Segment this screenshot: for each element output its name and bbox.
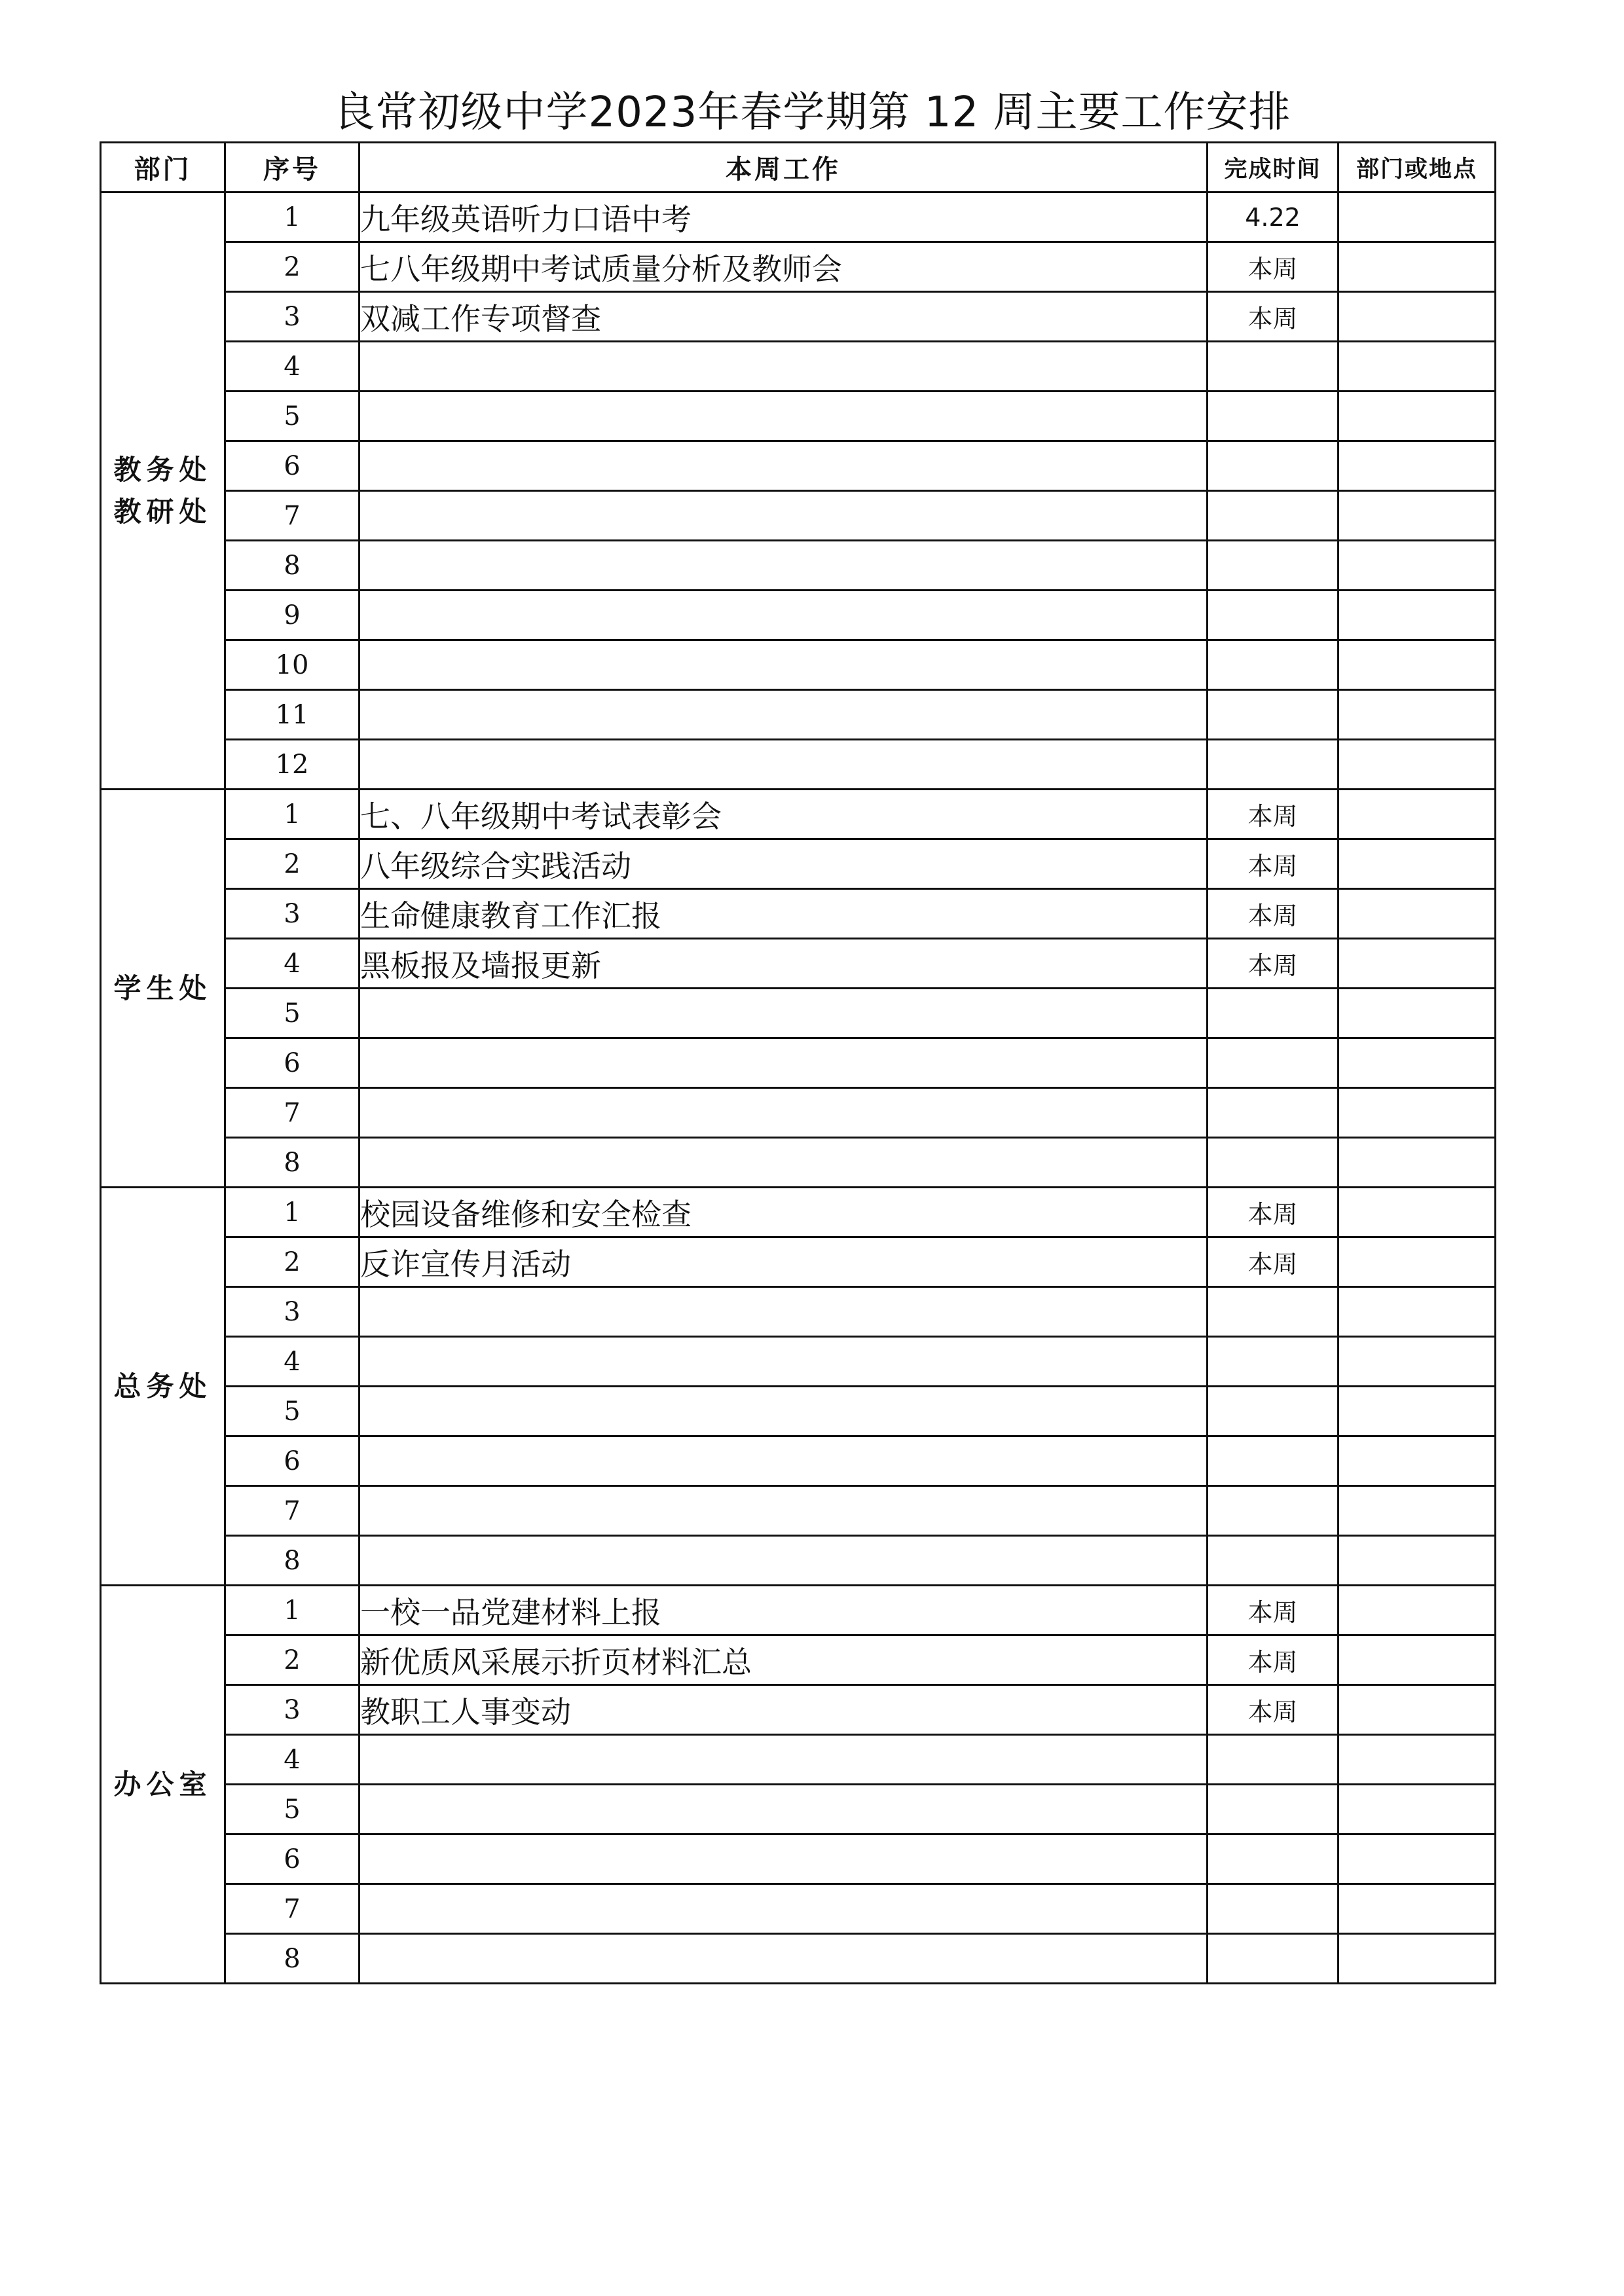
location-cell bbox=[1338, 1884, 1496, 1934]
row-number-cell: 5 bbox=[225, 1387, 360, 1436]
completion-time-cell bbox=[1208, 1735, 1338, 1785]
table-row bbox=[101, 989, 1496, 1038]
completion-time-cell bbox=[1208, 1785, 1338, 1834]
work-item-cell bbox=[360, 392, 1208, 441]
table-row bbox=[101, 491, 1496, 541]
row-number-cell: 9 bbox=[225, 591, 360, 640]
location-cell bbox=[1338, 242, 1496, 292]
completion-time-cell bbox=[1208, 541, 1338, 591]
row-number-cell: 2 bbox=[225, 839, 360, 889]
completion-time-cell bbox=[1208, 989, 1338, 1038]
location-cell bbox=[1338, 889, 1496, 939]
row-number-cell: 1 bbox=[225, 192, 360, 242]
row-number-cell: 5 bbox=[225, 989, 360, 1038]
row-number-cell: 3 bbox=[225, 1287, 360, 1337]
row-number-cell: 8 bbox=[225, 1536, 360, 1586]
completion-time-cell bbox=[1208, 1436, 1338, 1486]
location-cell bbox=[1338, 1138, 1496, 1188]
work-item-cell bbox=[360, 441, 1208, 491]
department-cell: 学生处 bbox=[101, 790, 225, 1188]
location-cell bbox=[1338, 1635, 1496, 1685]
work-item-cell bbox=[360, 1884, 1208, 1934]
completion-time-cell bbox=[1208, 1536, 1338, 1586]
table-row bbox=[101, 889, 1496, 939]
location-cell bbox=[1338, 591, 1496, 640]
location-cell bbox=[1338, 1287, 1496, 1337]
location-cell bbox=[1338, 1038, 1496, 1088]
location-cell bbox=[1338, 690, 1496, 740]
header-place: 部门或地点 bbox=[1338, 143, 1496, 192]
location-cell bbox=[1338, 1088, 1496, 1138]
location-cell bbox=[1338, 1237, 1496, 1287]
work-item-cell: 一校一品党建材料上报 bbox=[360, 1586, 1208, 1635]
work-item-cell bbox=[360, 342, 1208, 392]
completion-time-cell bbox=[1208, 740, 1338, 790]
location-cell bbox=[1338, 1934, 1496, 1984]
location-cell bbox=[1338, 1685, 1496, 1735]
work-item-cell: 新优质风采展示折页材料汇总 bbox=[360, 1635, 1208, 1685]
location-cell bbox=[1338, 1536, 1496, 1586]
location-cell bbox=[1338, 1486, 1496, 1536]
location-cell bbox=[1338, 292, 1496, 342]
table-row bbox=[101, 1536, 1496, 1586]
header-no: 序号 bbox=[225, 143, 360, 192]
department-cell: 总务处 bbox=[101, 1188, 225, 1586]
work-item-cell bbox=[360, 1337, 1208, 1387]
row-number-cell: 8 bbox=[225, 1138, 360, 1188]
work-item-cell bbox=[360, 1436, 1208, 1486]
row-number-cell: 3 bbox=[225, 1685, 360, 1735]
completion-time-cell: 本周 bbox=[1208, 1237, 1338, 1287]
location-cell bbox=[1338, 939, 1496, 989]
row-number-cell: 7 bbox=[225, 1486, 360, 1536]
page-title: 良常初级中学2023年春学期第 12 周主要工作安排 bbox=[333, 88, 1291, 137]
table-row bbox=[101, 690, 1496, 740]
completion-time-cell bbox=[1208, 392, 1338, 441]
row-number-cell: 4 bbox=[225, 1337, 360, 1387]
work-item-cell: 黑板报及墙报更新 bbox=[360, 939, 1208, 989]
completion-time-cell bbox=[1208, 1088, 1338, 1138]
work-item-cell: 双减工作专项督查 bbox=[360, 292, 1208, 342]
table-row bbox=[101, 591, 1496, 640]
row-number-cell: 3 bbox=[225, 292, 360, 342]
row-number-cell: 2 bbox=[225, 242, 360, 292]
department-cell: 教务处 教研处 bbox=[101, 192, 225, 790]
table-row bbox=[101, 1138, 1496, 1188]
department-cell: 办公室 bbox=[101, 1586, 225, 1984]
row-number-cell: 5 bbox=[225, 392, 360, 441]
table-row bbox=[101, 1884, 1496, 1934]
work-item-cell: 校园设备维修和安全检查 bbox=[360, 1188, 1208, 1237]
work-item-cell: 九年级英语听力口语中考 bbox=[360, 192, 1208, 242]
completion-time-cell bbox=[1208, 1038, 1338, 1088]
location-cell bbox=[1338, 392, 1496, 441]
work-item-cell bbox=[360, 1038, 1208, 1088]
row-number-cell: 7 bbox=[225, 491, 360, 541]
completion-time-cell bbox=[1208, 690, 1338, 740]
completion-time-cell: 本周 bbox=[1208, 1586, 1338, 1635]
table-row bbox=[101, 1287, 1496, 1337]
header-dept: 部门 bbox=[101, 143, 225, 192]
work-item-cell bbox=[360, 1486, 1208, 1536]
completion-time-cell: 本周 bbox=[1208, 292, 1338, 342]
row-number-cell: 6 bbox=[225, 1436, 360, 1486]
location-cell bbox=[1338, 989, 1496, 1038]
work-item-cell bbox=[360, 1934, 1208, 1984]
work-item-cell: 八年级综合实践活动 bbox=[360, 839, 1208, 889]
table-row bbox=[101, 740, 1496, 790]
location-cell bbox=[1338, 1436, 1496, 1486]
row-number-cell: 6 bbox=[225, 1038, 360, 1088]
row-number-cell: 5 bbox=[225, 1785, 360, 1834]
table-body bbox=[101, 192, 1496, 1984]
completion-time-cell bbox=[1208, 1834, 1338, 1884]
row-number-cell: 8 bbox=[225, 541, 360, 591]
work-item-cell bbox=[360, 640, 1208, 690]
completion-time-cell: 本周 bbox=[1208, 839, 1338, 889]
completion-time-cell bbox=[1208, 1337, 1338, 1387]
completion-time-cell bbox=[1208, 342, 1338, 392]
table-row bbox=[101, 1038, 1496, 1088]
completion-time-cell bbox=[1208, 1287, 1338, 1337]
row-number-cell: 12 bbox=[225, 740, 360, 790]
completion-time-cell: 本周 bbox=[1208, 939, 1338, 989]
row-number-cell: 1 bbox=[225, 1586, 360, 1635]
table-row bbox=[101, 1586, 1496, 1635]
completion-time-cell: 本周 bbox=[1208, 1685, 1338, 1735]
row-number-cell: 8 bbox=[225, 1934, 360, 1984]
row-number-cell: 2 bbox=[225, 1237, 360, 1287]
location-cell bbox=[1338, 839, 1496, 889]
table-row bbox=[101, 1685, 1496, 1735]
table-row bbox=[101, 1635, 1496, 1685]
location-cell bbox=[1338, 192, 1496, 242]
table-row bbox=[101, 1188, 1496, 1237]
row-number-cell: 7 bbox=[225, 1088, 360, 1138]
row-number-cell: 11 bbox=[225, 690, 360, 740]
location-cell bbox=[1338, 1188, 1496, 1237]
completion-time-cell bbox=[1208, 1486, 1338, 1536]
completion-time-cell bbox=[1208, 1934, 1338, 1984]
table-row bbox=[101, 441, 1496, 491]
completion-time-cell: 4.22 bbox=[1208, 192, 1338, 242]
location-cell bbox=[1338, 541, 1496, 591]
work-item-cell bbox=[360, 989, 1208, 1038]
table-row bbox=[101, 242, 1496, 292]
table-row bbox=[101, 640, 1496, 690]
work-item-cell bbox=[360, 1834, 1208, 1884]
work-item-cell bbox=[360, 1785, 1208, 1834]
work-item-cell: 反诈宣传月活动 bbox=[360, 1237, 1208, 1287]
table-row bbox=[101, 1934, 1496, 1984]
table-row bbox=[101, 1387, 1496, 1436]
completion-time-cell bbox=[1208, 1138, 1338, 1188]
table-row bbox=[101, 1486, 1496, 1536]
location-cell bbox=[1338, 491, 1496, 541]
work-item-cell bbox=[360, 1287, 1208, 1337]
work-item-cell: 七、八年级期中考试表彰会 bbox=[360, 790, 1208, 839]
work-item-cell bbox=[360, 1735, 1208, 1785]
row-number-cell: 4 bbox=[225, 1735, 360, 1785]
table-row bbox=[101, 1088, 1496, 1138]
work-item-cell bbox=[360, 1536, 1208, 1586]
work-item-cell bbox=[360, 491, 1208, 541]
table-row bbox=[101, 1834, 1496, 1884]
completion-time-cell bbox=[1208, 491, 1338, 541]
header-row bbox=[101, 143, 1496, 192]
work-item-cell: 生命健康教育工作汇报 bbox=[360, 889, 1208, 939]
row-number-cell: 3 bbox=[225, 889, 360, 939]
table-row bbox=[101, 1735, 1496, 1785]
location-cell bbox=[1338, 1785, 1496, 1834]
completion-time-cell: 本周 bbox=[1208, 889, 1338, 939]
table-row bbox=[101, 342, 1496, 392]
work-item-cell bbox=[360, 740, 1208, 790]
location-cell bbox=[1338, 790, 1496, 839]
work-item-cell: 教职工人事变动 bbox=[360, 1685, 1208, 1735]
work-item-cell bbox=[360, 1088, 1208, 1138]
row-number-cell: 4 bbox=[225, 342, 360, 392]
location-cell bbox=[1338, 1834, 1496, 1884]
row-number-cell: 7 bbox=[225, 1884, 360, 1934]
location-cell bbox=[1338, 1586, 1496, 1635]
completion-time-cell bbox=[1208, 640, 1338, 690]
table-row bbox=[101, 939, 1496, 989]
table-row bbox=[101, 541, 1496, 591]
completion-time-cell bbox=[1208, 1387, 1338, 1436]
schedule-table bbox=[100, 141, 1496, 1984]
location-cell bbox=[1338, 640, 1496, 690]
row-number-cell: 10 bbox=[225, 640, 360, 690]
row-number-cell: 4 bbox=[225, 939, 360, 989]
work-item-cell bbox=[360, 541, 1208, 591]
completion-time-cell bbox=[1208, 1884, 1338, 1934]
header-work: 本周工作 bbox=[360, 143, 1208, 192]
completion-time-cell bbox=[1208, 441, 1338, 491]
completion-time-cell bbox=[1208, 591, 1338, 640]
work-item-cell bbox=[360, 1387, 1208, 1436]
table-row bbox=[101, 839, 1496, 889]
location-cell bbox=[1338, 1387, 1496, 1436]
location-cell bbox=[1338, 1337, 1496, 1387]
header-time: 完成时间 bbox=[1208, 143, 1338, 192]
table-row bbox=[101, 192, 1496, 242]
work-item-cell: 七八年级期中考试质量分析及教师会 bbox=[360, 242, 1208, 292]
work-item-cell bbox=[360, 690, 1208, 740]
table-row bbox=[101, 1785, 1496, 1834]
table-row bbox=[101, 1436, 1496, 1486]
completion-time-cell: 本周 bbox=[1208, 242, 1338, 292]
row-number-cell: 2 bbox=[225, 1635, 360, 1685]
location-cell bbox=[1338, 1735, 1496, 1785]
work-item-cell bbox=[360, 1138, 1208, 1188]
row-number-cell: 1 bbox=[225, 790, 360, 839]
completion-time-cell: 本周 bbox=[1208, 790, 1338, 839]
table-row bbox=[101, 1237, 1496, 1287]
completion-time-cell: 本周 bbox=[1208, 1635, 1338, 1685]
completion-time-cell: 本周 bbox=[1208, 1188, 1338, 1237]
table-row bbox=[101, 392, 1496, 441]
table-row bbox=[101, 292, 1496, 342]
row-number-cell: 1 bbox=[225, 1188, 360, 1237]
location-cell bbox=[1338, 441, 1496, 491]
table-row bbox=[101, 1337, 1496, 1387]
row-number-cell: 6 bbox=[225, 1834, 360, 1884]
location-cell bbox=[1338, 740, 1496, 790]
row-number-cell: 6 bbox=[225, 441, 360, 491]
location-cell bbox=[1338, 342, 1496, 392]
table-row bbox=[101, 790, 1496, 839]
work-item-cell bbox=[360, 591, 1208, 640]
